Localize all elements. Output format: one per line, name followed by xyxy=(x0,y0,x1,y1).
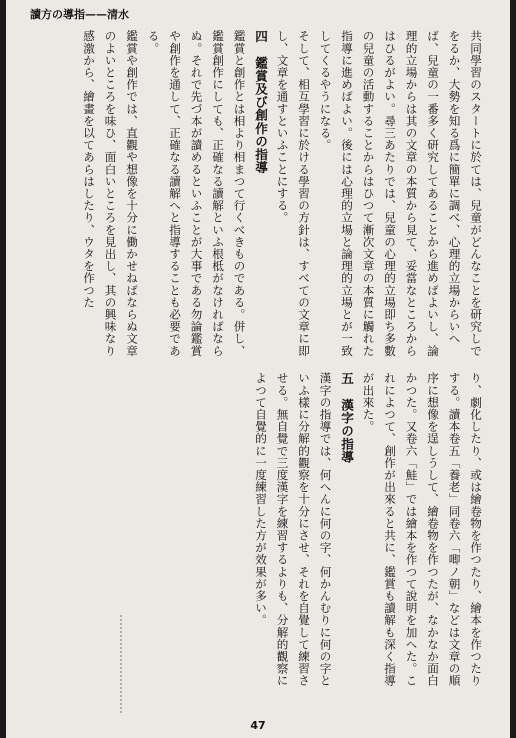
upper-text-block xyxy=(0,30,486,360)
lower-paragraph-1: り、劇化したり、或は繪卷物を作つたり、繪本を作つたりする。讀本卷五「養老」同卷六「唧ノ朝」などは文章の順序に想像を逞しうして、繪卷物を作つたが、なかなか面白かつた。又卷六「鮭」では繪本を作つて說明を加へた。これによつて、創作が出來ると共に、鑑賞も讀解も深く指導が出來た。 xyxy=(361,372,483,687)
page-number: 47 xyxy=(250,719,266,732)
upper-paragraph-4: 鑑賞や創作では、直觀や想像を十分に働かせねばならぬ文章のよいところを味ひ、面白いところを見出し、其の興味なり感激から、繪畫を以てあらはしたり、ウタを作つた xyxy=(82,30,139,357)
upper-paragraph-1: 共同學習のスタートに於ては、兒童がどんなことを研究しでをるか、大勢を知る爲に簡單に調べ、心理的立場からいへば、兒童の一番多く研究してあることから進めばよいし、論理的立場からは其の文章の本質から見て、妥當なところからはひるがよい。尋三あたりでは、兒童の心理的立場即ち多數の兒童の活動することからはひつて漸次文章の本質に觸れた指導に進めばよい。後には心理的立場と論理的立場とが一致してくるやうになる。 xyxy=(318,30,483,357)
page-right-edge xyxy=(510,0,516,738)
section-heading-4: 四 鑑賞及び創作の指導 xyxy=(253,30,268,175)
upper-paragraph-3: 鑑賞と創作とは相より相まつて行くべきものである。併し、鑑賞創作にしても、正確なる讀解といふ根柢がなければならぬ。それで先づ本が讀めるといふことが大事である勿論鑑賞や創作を通して、正確なる讀解へと指導することも必要である。 xyxy=(146,30,247,357)
section-divider-wavy-line xyxy=(120,615,122,715)
lower-paragraph-2: 漢字の指導では、何へんに何の字、何かんむりに何の字といふ樣に分解的觀察を十分にさせ、それを自覺して練習させる。無自覺で三度漢字を練習するよりも、分解的觀察によつて自覺的に一度練習した方が效果が多い。 xyxy=(254,372,333,687)
running-header-title: 讀方の導指——清水 xyxy=(30,8,129,21)
lower-text-block xyxy=(0,372,486,692)
section-heading-5: 五 漢字の指導 xyxy=(339,372,354,464)
upper-paragraph-2: そして、相互學習に於ける學習の方針は、すべての文章に即し、文章を通すといふことにする。 xyxy=(275,30,311,357)
running-header xyxy=(30,6,486,24)
